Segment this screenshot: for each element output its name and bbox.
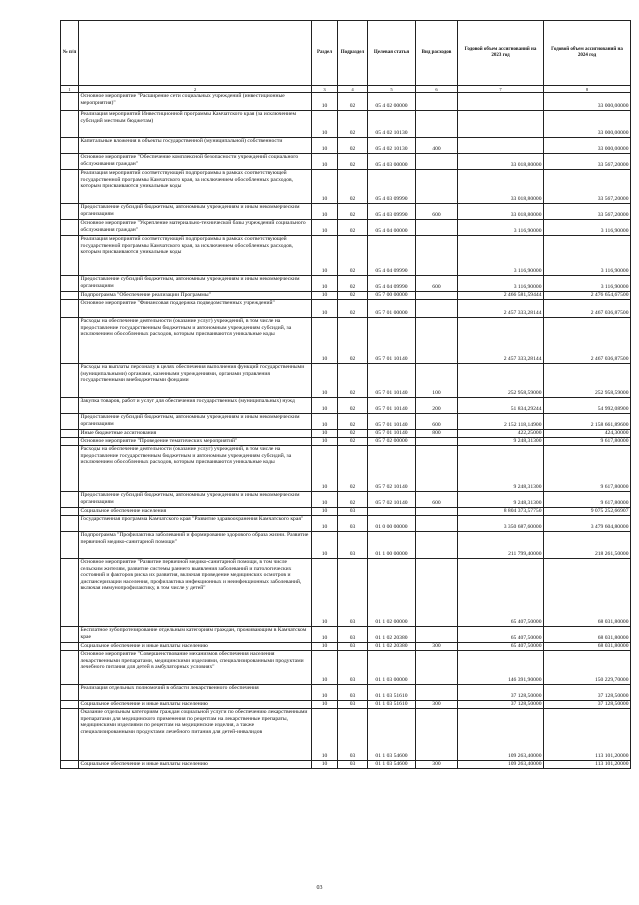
row-2024-cell: 68 031,80000 [544, 627, 631, 643]
row-target-cell: 01 1 02 00000 [368, 559, 416, 627]
row-podrazdel-cell: 02 [338, 220, 368, 236]
row-target-cell: 05 4 03 09990 [368, 170, 416, 204]
index-cell: 4 [338, 86, 368, 93]
header-2024: Годовой объем ассигнований на 2024 год [544, 21, 631, 86]
row-vid-cell: 400 [416, 138, 458, 154]
row-podrazdel-cell: 03 [338, 651, 368, 685]
row-razdel-cell: 10 [312, 364, 338, 398]
row-target-cell: 05 7 01 10140 [368, 364, 416, 398]
row-target-cell: 05 7 01 10140 [368, 398, 416, 414]
row-number-cell [61, 761, 79, 769]
row-2023-cell: 3 116,90000 [458, 220, 544, 236]
row-2023-cell: 422,25000 [458, 430, 544, 438]
table-row [61, 364, 631, 398]
row-razdel-cell: 10 [312, 430, 338, 438]
header-2023: Годовой объем ассигнований на 2023 год [458, 21, 544, 86]
row-2023-cell: 51 834,29244 [458, 398, 544, 414]
row-number-cell [61, 93, 79, 111]
row-razdel-cell: 10 [312, 438, 338, 446]
row-2024-cell: 9 617,80000 [544, 438, 631, 446]
row-target-cell: 05 4 04 00000 [368, 220, 416, 236]
row-number-cell [61, 627, 79, 643]
row-2023-cell: 146 391,90000 [458, 651, 544, 685]
table-row [61, 438, 631, 446]
table-row [61, 701, 631, 709]
index-cell: 7 [458, 86, 544, 93]
row-number-cell [61, 430, 79, 438]
row-target-cell: 05 4 02 00000 [368, 93, 416, 111]
row-podrazdel-cell: 03 [338, 516, 368, 532]
row-2024-cell: 33 000,00000 [544, 138, 631, 154]
row-2024-cell: 252 958,59000 [544, 364, 631, 398]
row-vid-cell [416, 438, 458, 446]
row-2023-cell [458, 93, 544, 111]
row-2023-cell: 65 407,50000 [458, 559, 544, 627]
row-vid-cell [416, 508, 458, 516]
row-razdel-cell: 10 [312, 398, 338, 414]
row-number-cell [61, 170, 79, 204]
row-number-cell [61, 318, 79, 364]
row-vid-cell [416, 651, 458, 685]
row-podrazdel-cell: 02 [338, 398, 368, 414]
table-row [61, 170, 631, 204]
row-target-cell: 05 7 00 00000 [368, 292, 416, 300]
row-name-cell: Реализация мероприятий соответствующей подпрограммы в рамках соответствующей государственной программы Камчатского края, за исключением обособленных расходов, которым присваиваются уникальные коды [79, 236, 312, 276]
row-podrazdel-cell: 02 [338, 204, 368, 220]
row-podrazdel-cell: 02 [338, 170, 368, 204]
row-2023-cell: 2 457 333,28144 [458, 300, 544, 318]
row-2024-cell: 9 617,80000 [544, 492, 631, 508]
row-razdel-cell: 10 [312, 532, 338, 559]
row-name-cell: Предоставление субсидий бюджетным, автономным учреждениям и иным некоммерческим организациям [79, 414, 312, 430]
row-razdel-cell: 10 [312, 292, 338, 300]
row-name-cell: Основное мероприятие "Развитие первичной медико-санитарной помощи, в том числе сельским жителям, развитие системы раннего выявления заболеваний и патологических состояний и факторов риска их развития, включая проведение медицинских осмотров и диспансеризации населения, профилактика инфекционных и неинфекционных заболеваний, включая иммунопрофилактику, в том числе у детей" [79, 559, 312, 627]
row-2023-cell: 9 248,31300 [458, 438, 544, 446]
row-vid-cell: 600 [416, 204, 458, 220]
row-razdel-cell: 10 [312, 220, 338, 236]
row-razdel-cell: 10 [312, 709, 338, 761]
row-razdel-cell: 10 [312, 446, 338, 492]
row-vid-cell [416, 300, 458, 318]
row-podrazdel-cell: 02 [338, 276, 368, 292]
row-podrazdel-cell: 03 [338, 709, 368, 761]
row-razdel-cell: 10 [312, 414, 338, 430]
row-target-cell: 01 1 03 51610 [368, 685, 416, 701]
table-row [61, 430, 631, 438]
row-vid-cell [416, 318, 458, 364]
row-podrazdel-cell: 02 [338, 138, 368, 154]
row-razdel-cell: 10 [312, 559, 338, 627]
table-row [61, 292, 631, 300]
row-podrazdel-cell: 03 [338, 559, 368, 627]
row-name-cell: Основное мероприятие "Обеспечение комплексной безопасности учреждений социального обслуживания граждан" [79, 154, 312, 170]
row-razdel-cell: 10 [312, 685, 338, 701]
budget-table [60, 20, 631, 769]
row-2024-cell: 2 467 036,87500 [544, 300, 631, 318]
row-number-cell [61, 292, 79, 300]
row-vid-cell: 600 [416, 492, 458, 508]
row-podrazdel-cell: 02 [338, 154, 368, 170]
header-name [79, 21, 312, 86]
row-number-cell [61, 438, 79, 446]
row-2024-cell: 68 031,80000 [544, 643, 631, 651]
row-name-cell: Предоставление субсидий бюджетным, автономным учреждениям и иным некоммерческим организациям [79, 492, 312, 508]
row-number-cell [61, 492, 79, 508]
row-target-cell: 01 1 03 54600 [368, 709, 416, 761]
row-target-cell: 05 4 03 00000 [368, 154, 416, 170]
row-vid-cell [416, 685, 458, 701]
table-row [61, 532, 631, 559]
row-podrazdel-cell: 02 [338, 292, 368, 300]
row-2024-cell: 113 101,20000 [544, 709, 631, 761]
header-num: № п/п [61, 21, 79, 86]
row-vid-cell: 300 [416, 761, 458, 769]
row-name-cell: Реализация мероприятий соответствующей подпрограммы в рамках соответствующей государственной программы Камчатского края, за исключением обособленных расходов, которым присваиваются уникальные коды [79, 170, 312, 204]
row-name-cell: Государственная программа Камчатского края "Развитие здравоохранения Камчатского края" [79, 516, 312, 532]
row-2024-cell: 218 261,50000 [544, 532, 631, 559]
row-number-cell [61, 701, 79, 709]
row-2024-cell: 33 567,20000 [544, 170, 631, 204]
row-name-cell: Капитальные вложения в объекты государственной (муниципальной) собственности [79, 138, 312, 154]
row-name-cell: Социальное обеспечение и иные выплаты населению [79, 761, 312, 769]
row-2023-cell: 9 248,31300 [458, 492, 544, 508]
row-2023-cell: 2 152 118,14900 [458, 414, 544, 430]
row-podrazdel-cell: 03 [338, 508, 368, 516]
row-2023-cell: 33 018,80000 [458, 170, 544, 204]
row-target-cell: 05 4 03 09990 [368, 204, 416, 220]
row-target-cell: 05 7 02 10140 [368, 492, 416, 508]
row-vid-cell: 300 [416, 701, 458, 709]
row-vid-cell: 600 [416, 414, 458, 430]
column-index-row [61, 86, 631, 93]
row-name-cell: Предоставление субсидий бюджетным, автономным учреждениям и иным некоммерческим организациям [79, 276, 312, 292]
row-target-cell: 01 1 00 00000 [368, 532, 416, 559]
row-podrazdel-cell: 02 [338, 414, 368, 430]
row-2023-cell [458, 138, 544, 154]
table-row [61, 318, 631, 364]
table-row [61, 709, 631, 761]
row-name-cell: Иные бюджетные ассигнования [79, 430, 312, 438]
row-name-cell: Основное мероприятие "Укрепление материально-технической базы учреждений социального обслуживания граждан" [79, 220, 312, 236]
row-target-cell: 05 7 01 00000 [368, 300, 416, 318]
row-name-cell: Подпрограмма "Профилактика заболеваний и формирование здорового образа жизни. Развитие первичной медико-санитарной помощи" [79, 532, 312, 559]
row-razdel-cell: 10 [312, 651, 338, 685]
row-number-cell [61, 685, 79, 701]
row-vid-cell [416, 446, 458, 492]
row-number-cell [61, 559, 79, 627]
row-2023-cell: 2 466 581,59444 [458, 292, 544, 300]
row-2024-cell: 2 476 654,67500 [544, 292, 631, 300]
row-podrazdel-cell: 02 [338, 492, 368, 508]
row-name-cell: Основное мероприятие "Проведение тематических мероприятий" [79, 438, 312, 446]
row-2024-cell: 33 567,20000 [544, 204, 631, 220]
row-2023-cell [458, 111, 544, 138]
row-2023-cell: 109 263,40000 [458, 761, 544, 769]
row-razdel-cell: 10 [312, 627, 338, 643]
row-target-cell: 01 0 00 00000 [368, 516, 416, 532]
row-vid-cell [416, 220, 458, 236]
row-razdel-cell: 10 [312, 318, 338, 364]
table-row [61, 398, 631, 414]
row-number-cell [61, 398, 79, 414]
row-vid-cell [416, 627, 458, 643]
index-cell: 3 [312, 86, 338, 93]
row-podrazdel-cell: 03 [338, 761, 368, 769]
row-2024-cell: 68 031,80000 [544, 559, 631, 627]
row-name-cell: Подпрограмма "Обеспечение реализации Программы" [79, 292, 312, 300]
row-target-cell: 05 7 02 10140 [368, 446, 416, 492]
row-2023-cell: 37 128,50000 [458, 701, 544, 709]
row-razdel-cell: 10 [312, 154, 338, 170]
row-2024-cell: 3 479 604,80000 [544, 516, 631, 532]
table-row [61, 685, 631, 701]
row-number-cell [61, 709, 79, 761]
row-2024-cell: 424,30000 [544, 430, 631, 438]
row-razdel-cell: 10 [312, 276, 338, 292]
row-name-cell: Основное мероприятие "Совершенствование механизмов обеспечения населения лекарственными препаратами, медицинскими изделиями, специализированными продуктами лечебного питания для детей в амбулаторных условиях" [79, 651, 312, 685]
header-vid: Вид расходов [416, 21, 458, 86]
row-2023-cell: 33 018,80000 [458, 204, 544, 220]
row-vid-cell: 300 [416, 643, 458, 651]
row-2024-cell: 150 229,70000 [544, 651, 631, 685]
row-2024-cell: 9 617,80000 [544, 446, 631, 492]
row-podrazdel-cell: 02 [338, 236, 368, 276]
row-razdel-cell: 10 [312, 701, 338, 709]
table-row [61, 559, 631, 627]
row-target-cell: 05 4 02 10130 [368, 138, 416, 154]
row-vid-cell [416, 559, 458, 627]
row-2024-cell: 33 000,00000 [544, 111, 631, 138]
row-number-cell [61, 138, 79, 154]
row-name-cell: Реализация мероприятий Инвестиционной программы Камчатского края (за исключением субсидий местным бюджетам) [79, 111, 312, 138]
row-vid-cell [416, 709, 458, 761]
table-row [61, 300, 631, 318]
row-target-cell: 05 4 04 09990 [368, 236, 416, 276]
table-row [61, 276, 631, 292]
row-name-cell: Социальное обеспечение населения [79, 508, 312, 516]
table-row [61, 220, 631, 236]
row-name-cell: Закупка товаров, работ и услуг для обеспечения государственных (муниципальных) нужд [79, 398, 312, 414]
row-2024-cell: 54 992,08900 [544, 398, 631, 414]
row-podrazdel-cell: 03 [338, 685, 368, 701]
row-podrazdel-cell: 03 [338, 627, 368, 643]
row-target-cell [368, 508, 416, 516]
header-podrazdel: Подраздел [338, 21, 368, 86]
row-2024-cell: 37 128,50000 [544, 685, 631, 701]
row-2024-cell: 3 116,90000 [544, 276, 631, 292]
row-vid-cell: 100 [416, 364, 458, 398]
row-razdel-cell: 10 [312, 761, 338, 769]
row-vid-cell [416, 516, 458, 532]
row-target-cell: 01 1 03 51610 [368, 701, 416, 709]
row-razdel-cell: 10 [312, 300, 338, 318]
row-2024-cell: 2 467 036,87500 [544, 318, 631, 364]
row-razdel-cell: 10 [312, 138, 338, 154]
row-target-cell: 01 1 02 20380 [368, 627, 416, 643]
table-header-row [61, 21, 631, 86]
table-row [61, 508, 631, 516]
row-target-cell: 01 1 02 20380 [368, 643, 416, 651]
row-2023-cell: 211 799,40000 [458, 532, 544, 559]
row-target-cell: 01 1 03 00000 [368, 651, 416, 685]
row-number-cell [61, 508, 79, 516]
row-podrazdel-cell: 02 [338, 364, 368, 398]
row-podrazdel-cell: 02 [338, 93, 368, 111]
row-number-cell [61, 446, 79, 492]
table-row [61, 761, 631, 769]
header-target: Целевая статья [368, 21, 416, 86]
row-razdel-cell: 10 [312, 492, 338, 508]
row-name-cell: Расходы на обеспечение деятельности (оказание услуг) учреждений, в том числе на предоставление государственным бюджетным и автономным учреждениям субсидий, за исключением обособленных расходов, которым присваиваются уникальные коды [79, 446, 312, 492]
row-number-cell [61, 236, 79, 276]
row-podrazdel-cell: 02 [338, 300, 368, 318]
row-2024-cell: 33 000,00000 [544, 93, 631, 111]
index-cell: 2 [79, 86, 312, 93]
table-row [61, 516, 631, 532]
table-row [61, 492, 631, 508]
row-name-cell: Реализация отдельных полномочий в области лекарственного обеспечения [79, 685, 312, 701]
row-2024-cell: 113 101,20000 [544, 761, 631, 769]
table-row [61, 643, 631, 651]
row-2024-cell: 3 116,90000 [544, 220, 631, 236]
row-podrazdel-cell: 02 [338, 438, 368, 446]
row-number-cell [61, 516, 79, 532]
row-razdel-cell: 10 [312, 508, 338, 516]
row-podrazdel-cell: 03 [338, 532, 368, 559]
row-2024-cell: 37 128,50000 [544, 701, 631, 709]
row-2024-cell: 33 567,20000 [544, 154, 631, 170]
row-number-cell [61, 532, 79, 559]
row-podrazdel-cell: 03 [338, 701, 368, 709]
table-row [61, 111, 631, 138]
row-vid-cell [416, 292, 458, 300]
index-cell: 1 [61, 86, 79, 93]
row-number-cell [61, 111, 79, 138]
table-row [61, 154, 631, 170]
row-name-cell: Основное мероприятие "Расширение сети социальных учреждений (инвестиционные мероприятия)" [79, 93, 312, 111]
row-2023-cell: 8 804 373,57750 [458, 508, 544, 516]
table-row [61, 138, 631, 154]
row-target-cell: 01 1 03 54600 [368, 761, 416, 769]
index-cell: 5 [368, 86, 416, 93]
row-vid-cell [416, 154, 458, 170]
row-name-cell: Бесплатное зубопротезирование отдельным категориям граждан, проживающим в Камчатском крае [79, 627, 312, 643]
row-number-cell [61, 414, 79, 430]
row-vid-cell: 800 [416, 430, 458, 438]
row-2023-cell: 3 116,90000 [458, 276, 544, 292]
row-vid-cell [416, 93, 458, 111]
index-cell: 8 [544, 86, 631, 93]
budget-page [60, 20, 630, 769]
row-target-cell: 05 4 04 09990 [368, 276, 416, 292]
table-row [61, 236, 631, 276]
table-row [61, 414, 631, 430]
table-row [61, 627, 631, 643]
row-number-cell [61, 651, 79, 685]
header-razdel: Раздел [312, 21, 338, 86]
index-cell: 6 [416, 86, 458, 93]
row-podrazdel-cell: 02 [338, 318, 368, 364]
row-razdel-cell: 10 [312, 93, 338, 111]
row-razdel-cell: 10 [312, 236, 338, 276]
table-row [61, 651, 631, 685]
row-name-cell: Расходы на выплаты персоналу в целях обеспечения выполнения функций государственными (муниципальными) органами, казенными учреждениями, органами управления государственными внебюджетными фондами [79, 364, 312, 398]
row-razdel-cell: 10 [312, 170, 338, 204]
row-2023-cell: 37 128,50000 [458, 685, 544, 701]
row-number-cell [61, 220, 79, 236]
row-number-cell [61, 300, 79, 318]
row-razdel-cell: 10 [312, 204, 338, 220]
row-podrazdel-cell: 03 [338, 643, 368, 651]
row-podrazdel-cell: 02 [338, 446, 368, 492]
row-vid-cell [416, 236, 458, 276]
row-vid-cell: 200 [416, 398, 458, 414]
row-number-cell [61, 276, 79, 292]
row-vid-cell [416, 532, 458, 559]
row-2023-cell: 33 018,80000 [458, 154, 544, 170]
row-vid-cell: 600 [416, 276, 458, 292]
row-name-cell: Оказание отдельным категориям граждан социальной услуги по обеспечению лекарственными препаратами для медицинского применения по рецептам на лекарственные препараты, медицинскими изделиями по рецептам на медицинские изделия, а также специализированными продуктами лечебного питания для детей-инвалидов [79, 709, 312, 761]
row-2023-cell: 252 958,59000 [458, 364, 544, 398]
row-name-cell: Расходы на обеспечение деятельности (оказание услуг) учреждений, в том числе на предоставление государственным бюджетным и автономным учреждениям субсидий, за исключением обособленных расходов, которым присваиваются уникальные коды [79, 318, 312, 364]
row-name-cell: Социальное обеспечение и иные выплаты населению [79, 643, 312, 651]
row-2023-cell: 3 350 687,60000 [458, 516, 544, 532]
row-razdel-cell: 10 [312, 111, 338, 138]
row-vid-cell [416, 111, 458, 138]
row-2023-cell: 65 407,50000 [458, 627, 544, 643]
row-2023-cell: 65 407,50000 [458, 643, 544, 651]
row-2024-cell: 3 116,90000 [544, 236, 631, 276]
row-target-cell: 05 4 02 10130 [368, 111, 416, 138]
row-target-cell: 05 7 01 10140 [368, 414, 416, 430]
row-2024-cell: 2 158 661,89600 [544, 414, 631, 430]
row-name-cell: Социальное обеспечение и иные выплаты населению [79, 701, 312, 709]
row-target-cell: 05 7 01 10140 [368, 318, 416, 364]
row-number-cell [61, 643, 79, 651]
row-number-cell [61, 364, 79, 398]
row-target-cell: 05 7 01 10140 [368, 430, 416, 438]
row-2023-cell: 109 263,40000 [458, 709, 544, 761]
row-podrazdel-cell: 02 [338, 111, 368, 138]
row-name-cell: Предоставление субсидий бюджетным, автономным учреждениям и иным некоммерческим организациям [79, 204, 312, 220]
row-razdel-cell: 10 [312, 516, 338, 532]
row-number-cell [61, 154, 79, 170]
table-row [61, 446, 631, 492]
row-podrazdel-cell: 02 [338, 430, 368, 438]
table-row [61, 204, 631, 220]
table-row [61, 93, 631, 111]
row-vid-cell [416, 170, 458, 204]
row-name-cell: Основное мероприятие "Финансовая поддержка подведомственных учреждений" [79, 300, 312, 318]
row-2024-cell: 9 075 252,66907 [544, 508, 631, 516]
row-razdel-cell: 10 [312, 643, 338, 651]
row-number-cell [61, 204, 79, 220]
row-target-cell: 05 7 02 00000 [368, 438, 416, 446]
page-number: 03 [316, 885, 323, 891]
row-2023-cell: 3 116,90000 [458, 236, 544, 276]
row-2023-cell: 2 457 333,28144 [458, 318, 544, 364]
row-2023-cell: 9 248,31300 [458, 446, 544, 492]
